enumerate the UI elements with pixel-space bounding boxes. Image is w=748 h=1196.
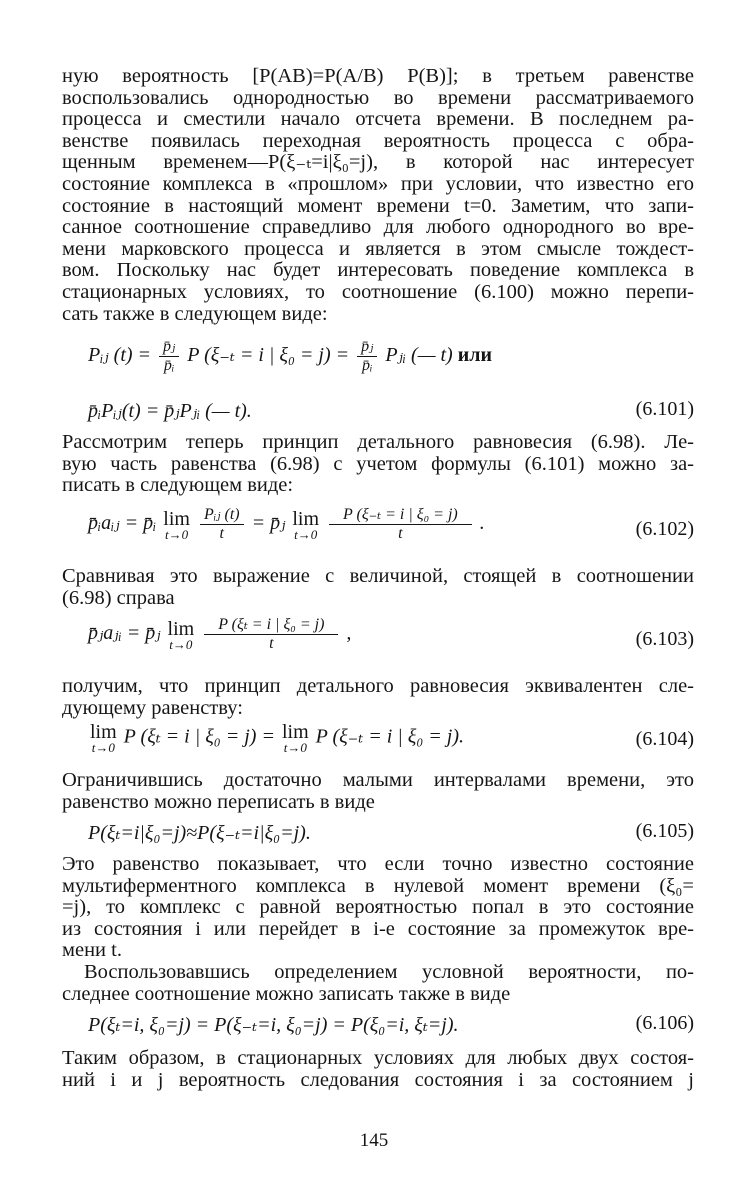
text-line: получим, что принцип детального равновесия эквивалентен сле- bbox=[62, 675, 694, 697]
text-line: мультиферментного комплекса в нулевой момент времени (ξ₀= bbox=[62, 874, 694, 897]
equation-6-103 bbox=[62, 616, 694, 656]
limit-label: lim bbox=[281, 721, 309, 743]
eq-term: p̄ⱼaⱼᵢ = p̄ⱼ bbox=[88, 622, 161, 645]
equation-body bbox=[88, 338, 492, 375]
equation-6-101-line-1 bbox=[62, 338, 694, 378]
fraction-denominator: t bbox=[398, 525, 403, 542]
text-line: состояние в настоящий момент времени t=0. Заметим, что запи- bbox=[62, 194, 694, 217]
limit-label: lim bbox=[163, 507, 190, 530]
limit bbox=[163, 509, 190, 541]
eq-term: . bbox=[479, 512, 485, 535]
fraction-numerator: p̄ⱼ bbox=[357, 338, 377, 357]
text-line: сать также в следующем виде: bbox=[62, 302, 328, 325]
eq-word: или bbox=[457, 344, 492, 367]
fraction bbox=[329, 506, 472, 543]
fraction-numerator: P (ξₜ = i | ξ₀ = j) bbox=[204, 616, 338, 635]
text-line: состояние комплекса в «прошлом» при условии, что известно его bbox=[62, 172, 694, 195]
limit-subscript: t→0 bbox=[294, 526, 318, 542]
text-line: ную вероятность [P(AB)=P(A/B) P(B)]; в третьем равенстве bbox=[62, 65, 694, 87]
text-line: =j), то комплекс с равной вероятностью попал в это состояние bbox=[62, 896, 694, 919]
paragraph-2 bbox=[62, 432, 694, 497]
equation-number: (6.102) bbox=[635, 518, 694, 540]
paragraph-7 bbox=[62, 962, 694, 1005]
fraction-numerator: p̄ⱼ bbox=[159, 338, 179, 357]
fraction-denominator: p̄ᵢ bbox=[163, 357, 175, 374]
text-line: следнее соотношение можно записать также в виде bbox=[62, 982, 511, 1005]
text-line: мени марковского процесса и является в этом смысле тождест- bbox=[62, 237, 694, 260]
text-line: дующему равенству: bbox=[62, 696, 243, 719]
fraction-denominator: p̄ᵢ bbox=[361, 357, 373, 374]
paragraph-6 bbox=[62, 854, 694, 962]
eq-term: Pᵢⱼ (t) = bbox=[88, 344, 152, 367]
equation-body: P(ξₜ=i, ξ₀=j) = P(ξ₋ₜ=i, ξ₀=j) = P(ξ₀=i, ξₜ=j). bbox=[88, 1014, 459, 1036]
fraction bbox=[200, 506, 244, 543]
equation-body bbox=[88, 616, 351, 653]
limit-subscript: t→0 bbox=[91, 740, 115, 755]
paragraph-3 bbox=[62, 566, 694, 609]
text-line: Сравнивая это выражение с величиной, стоящей в соотношении bbox=[62, 565, 694, 587]
equation-body bbox=[88, 506, 485, 543]
page-number: 145 bbox=[359, 1130, 389, 1151]
limit bbox=[282, 722, 309, 754]
text-line: мени t. bbox=[62, 939, 122, 962]
eq-term: P (ξ₋ₜ = i | ξ₀ = j) = bbox=[187, 344, 350, 367]
equation-6-106 bbox=[62, 1012, 694, 1052]
text-line: равенство можно переписать в виде bbox=[62, 790, 375, 813]
equation-6-104 bbox=[62, 722, 694, 762]
text-line: из состояния i или перейдет в i-е состояние за промежуток вре- bbox=[62, 917, 694, 940]
equation-body bbox=[88, 722, 464, 754]
limit-label: lim bbox=[90, 721, 117, 743]
paragraph-5 bbox=[62, 770, 694, 813]
limit bbox=[90, 722, 117, 754]
text-line: Таким образом, в стационарных условиях для любых двух состоя- bbox=[62, 1047, 694, 1069]
text-line: процесса и сместили начало отсчета времени. В последнем ра- bbox=[62, 108, 694, 131]
fraction bbox=[357, 338, 377, 375]
eq-term: P (ξₜ = i | ξ₀ = j) = bbox=[123, 725, 275, 748]
equation-number: (6.103) bbox=[635, 628, 694, 650]
text-line: Воспользовавшись определением условной вероятности, по- bbox=[84, 961, 694, 983]
text-line: венстве появилась переходная вероятность процесса с обра- bbox=[62, 129, 694, 152]
text-line: ний i и j вероятность следования состояния i за состоянием j bbox=[62, 1068, 694, 1091]
eq-term: = p̄ⱼ bbox=[251, 512, 286, 535]
text-line: Рассмотрим теперь принцип детального равновесия (6.98). Ле- bbox=[62, 431, 694, 453]
text-line: Это равенство показывает, что если точно известно состояние bbox=[62, 853, 694, 875]
equation-body: p̄ᵢPᵢⱼ(t) = p̄ⱼPⱼᵢ (— t). bbox=[88, 400, 252, 422]
fraction-numerator: Pᵢⱼ (t) bbox=[200, 506, 244, 525]
limit-subscript: t→0 bbox=[165, 526, 189, 542]
limit bbox=[168, 619, 195, 651]
text-line: щенным временем—P(ξ₋ₜ=i|ξ₀=j), в которой нас интересует bbox=[62, 151, 694, 174]
limit-subscript: t→0 bbox=[169, 636, 193, 652]
fraction bbox=[159, 338, 179, 375]
text-line: воспользовались однородностью во времени рассматриваемого bbox=[62, 86, 694, 109]
paragraph-1 bbox=[62, 66, 694, 325]
limit bbox=[292, 509, 319, 541]
eq-term: p̄ᵢaᵢⱼ = p̄ᵢ bbox=[88, 512, 157, 535]
text-line: санное соотношение справедливо для любого однородного во вре- bbox=[62, 216, 694, 239]
limit-label: lim bbox=[167, 617, 195, 640]
eq-term: , bbox=[346, 622, 352, 645]
fraction-denominator: t bbox=[219, 525, 224, 542]
paragraph-4 bbox=[62, 676, 694, 719]
text-line: вую часть равенства (6.98) с учетом формулы (6.101) можно за- bbox=[62, 452, 694, 475]
text-line: Ограничившись достаточно малыми интервалами времени, это bbox=[62, 769, 694, 791]
equation-body: P(ξₜ=i|ξ₀=j)≈P(ξ₋ₜ=i|ξ₀=j). bbox=[88, 822, 311, 844]
text-line: писать в следующем виде: bbox=[62, 474, 294, 497]
equation-number: (6.105) bbox=[635, 820, 694, 842]
eq-term: P (ξ₋ₜ = i | ξ₀ = j). bbox=[315, 725, 464, 748]
text-line: (6.98) справа bbox=[62, 586, 175, 609]
paragraph-8 bbox=[62, 1048, 694, 1091]
equation-number: (6.106) bbox=[635, 1012, 694, 1034]
text-line: вом. Поскольку нас будет интересовать поведение комплекса в bbox=[62, 259, 694, 282]
limit-subscript: t→0 bbox=[283, 740, 307, 755]
eq-term: Pⱼᵢ (— t) bbox=[385, 344, 453, 367]
text-line: стационарных условиях, то соотношение (6.100) можно перепи- bbox=[62, 280, 694, 303]
fraction-numerator: P (ξ₋ₜ = i | ξ₀ = j) bbox=[329, 506, 472, 525]
equation-number: (6.104) bbox=[635, 728, 694, 750]
equation-6-102 bbox=[62, 506, 694, 546]
equation-number: (6.101) bbox=[635, 398, 694, 420]
fraction bbox=[204, 616, 338, 653]
limit-label: lim bbox=[292, 507, 320, 530]
fraction-denominator: t bbox=[269, 635, 274, 652]
